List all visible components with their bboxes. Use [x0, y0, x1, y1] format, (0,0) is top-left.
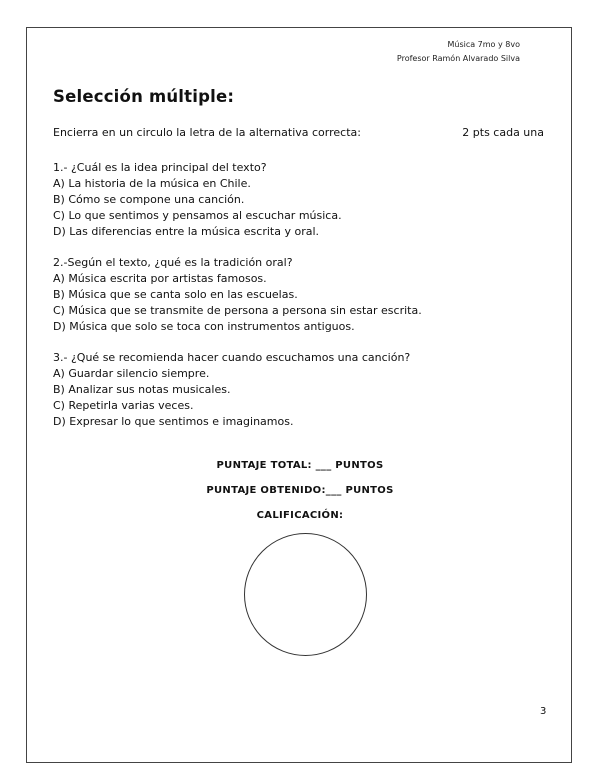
- answer-option-b: B) Analizar sus notas musicales.: [53, 383, 231, 396]
- instruction-text: Encierra en un circulo la letra de la alternativa correcta:: [53, 126, 361, 139]
- points-label: 2 pts cada una: [462, 126, 544, 139]
- course-label: Música 7mo y 8vo: [447, 40, 520, 49]
- total-score-label: PUNTAJE TOTAL: ___ PUNTOS: [216, 460, 384, 471]
- question-prompt: 2.-Según el texto, ¿qué es la tradición oral?: [53, 256, 293, 269]
- instruction-line: [53, 126, 544, 139]
- question-prompt: 3.- ¿Qué se recomienda hacer cuando escuchamos una canción?: [53, 351, 411, 364]
- obtained-score-label: PUNTAJE OBTENIDO:___ PUNTOS: [206, 485, 394, 496]
- question-1: [53, 160, 422, 240]
- question-list: [53, 160, 422, 445]
- answer-option-a: A) La historia de la música en Chile.: [53, 177, 251, 190]
- answer-option-c: C) Repetirla varias veces.: [53, 399, 194, 412]
- answer-option-a: A) Música escrita por artistas famosos.: [53, 272, 267, 285]
- page-title: Selección múltiple:: [53, 87, 235, 106]
- answer-option-b: B) Cómo se compone una canción.: [53, 193, 245, 206]
- answer-option-c: C) Música que se transmite de persona a persona sin estar escrita.: [53, 304, 422, 317]
- answer-option-d: D) Las diferencias entre la música escrita y oral.: [53, 225, 320, 238]
- question-3: [53, 350, 422, 430]
- answer-option-d: D) Expresar lo que sentimos e imaginamos.: [53, 415, 294, 428]
- teacher-label: Profesor Ramón Alvarado Silva: [396, 54, 520, 63]
- page-number: 3: [540, 706, 547, 717]
- answer-option-a: A) Guardar silencio siempre.: [53, 367, 210, 380]
- answer-option-c: C) Lo que sentimos y pensamos al escuchar música.: [53, 209, 342, 222]
- answer-option-d: D) Música que solo se toca con instrumentos antiguos.: [53, 320, 355, 333]
- grade-label: CALIFICACIÓN:: [256, 510, 344, 521]
- grade-circle: [244, 533, 367, 656]
- page-header: [397, 38, 520, 66]
- answer-option-b: B) Música que se canta solo en las escuelas.: [53, 288, 298, 301]
- question-2: [53, 255, 422, 335]
- question-prompt: 1.- ¿Cuál es la idea principal del texto?: [53, 161, 267, 174]
